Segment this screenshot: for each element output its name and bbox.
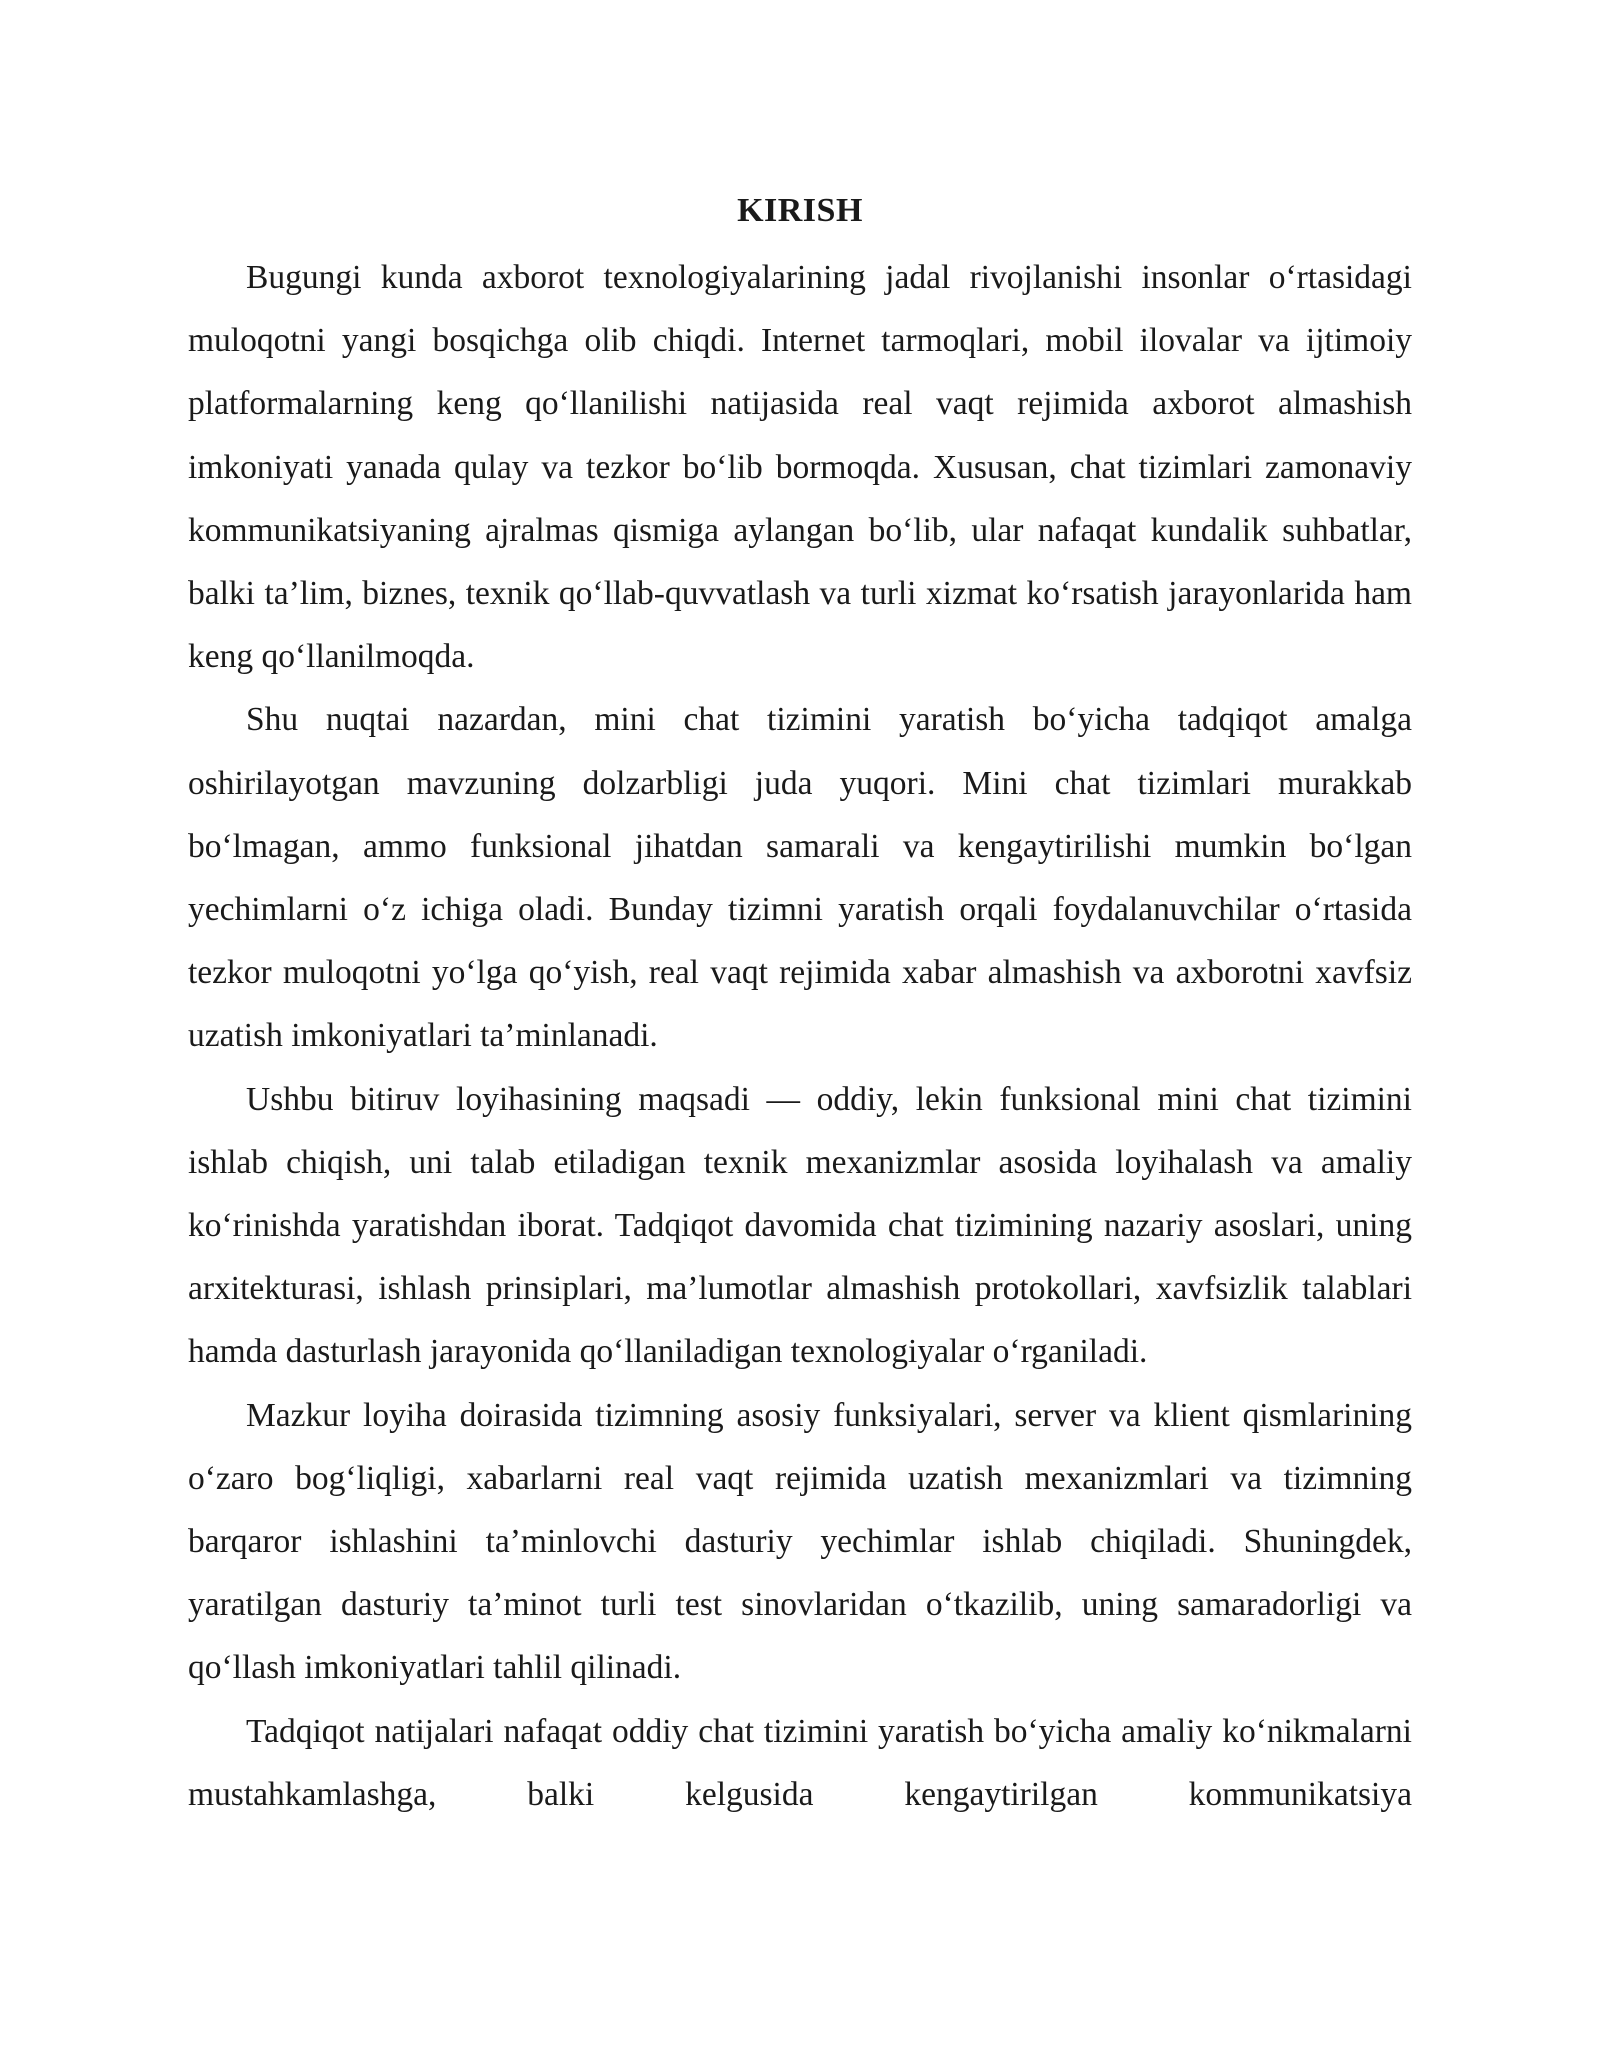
paragraph-3: Ushbu bitiruv loyihasining maqsadi — oddiy, lekin funksional mini chat tizimini ishlab chiqish, uni talab etiladigan texnik mexanizmlar asosida loyihalash va amaliy ko‘rinishda yaratishdan iborat. Tadqiqot davomida chat tizimining nazariy asoslari, uning arxitekturasi, ishlash prinsiplari, ma’lumotlar almashish protokollari, xavfsizlik talablari hamda dasturlash jarayonida qo‘llaniladigan texnologiyalar o‘rganiladi.: [188, 1080, 1412, 1371]
paragraph-1: Bugungi kunda axborot texnologiyalarining jadal rivojlanishi insonlar o‘rtasidagi muloqotni yangi bosqichga olib chiqdi. Internet tarmoqlari, mobil ilovalar va ijtimoiy platformalarning keng qo‘llanilishi natijasida real vaqt rejimida axborot almashish imkoniyati yanada qulay va tezkor bo‘lib bormoqda. Xususan, chat tizimlari zamonaviy kommunikatsiyaning ajralmas qismiga aylangan bo‘lib, ular nafaqat kundalik suhbatlar, balki ta’lim, biznes, texnik qo‘llab-quvvatlash va turli xizmat ko‘rsatish jarayonlarida ham keng qo‘llanilmoqda.: [188, 259, 1412, 676]
paragraph-2: Shu nuqtai nazardan, mini chat tizimini yaratish bo‘yicha tadqiqot amalga oshirilayotgan mavzuning dolzarbligi juda yuqori. Mini chat tizimlari murakkab bo‘lmagan, ammo funksional jihatdan samarali va kengaytirilishi mumkin bo‘lgan yechimlarni o‘z ichiga oladi. Bunday tizimni yaratish orqali foydalanuvchilar o‘rtasida tezkor muloqotni yo‘lga qo‘yish, real vaqt rejimida xabar almashish va axborotni xavfsiz uzatish imkoniyatlari ta’minlanadi.: [188, 701, 1412, 1055]
paragraph-4: Mazkur loyiha doirasida tizimning asosiy funksiyalari, server va klient qismlarining o‘zaro bog‘liqligi, xabarlarni real vaqt rejimida uzatish mexanizmlari va tizimning barqaror ishlashini ta’minlovchi dasturiy yechimlar ishlab chiqiladi. Shuningdek, yaratilgan dasturiy ta’minot turli test sinovlaridan o‘tkazilib, uning samaradorligi va qo‘llash imkoniyatlari tahlil qilinadi.: [188, 1396, 1412, 1687]
paragraph-5: Tadqiqot natijalari nafaqat oddiy chat tizimini yaratish bo‘yicha amaliy ko‘nikmalarni mustahkamlashga, balki kelgusida kengaytirilgan kommunikatsiya: [188, 1712, 1412, 1813]
document-body: [188, 186, 1412, 1826]
document-title: KIRISH: [737, 192, 863, 229]
